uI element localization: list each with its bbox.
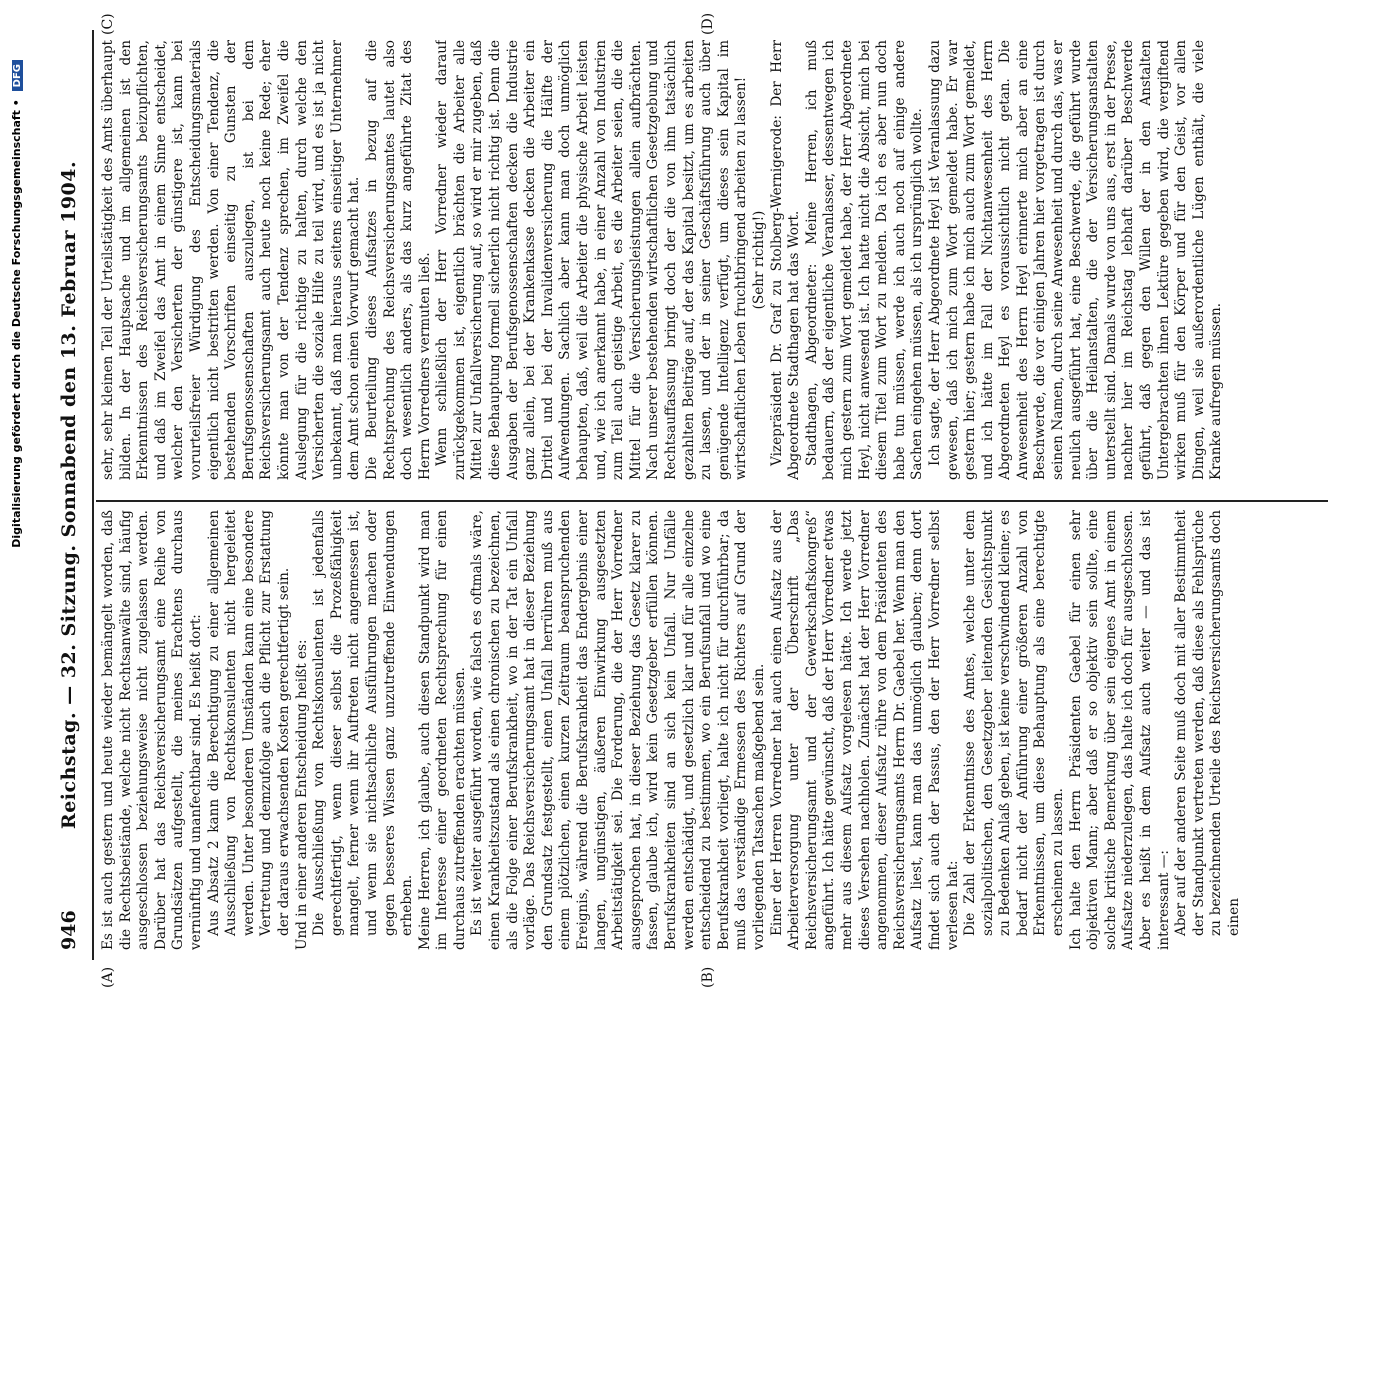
paragraph: Meine Herren, ich glaube, auch diesen Standpunkt wird man im Interesse einer geordneten Rechtsprechung für einen durchaus zutreffenden erachten müssen.	[416, 510, 468, 950]
digitization-credit-strip	[10, 60, 30, 1380]
credit-text: Digitalisierung gefördert durch die Deutsche Forschungsgemeinschaft •	[10, 99, 23, 548]
paragraph: Wenn schließlich der Herr Vorredner wieder darauf zurückgekommen ist, eigentlich brächten die Arbeiter alle Mittel zur Unfallversicherung auf, so wird er mir zugeben, daß diese Behauptung formell sicherlich nicht richtig ist. Denn die Ausgaben der Berufsgenossenschaften decken die Industrie ganz allein, bei der Krankenkasse decken die Arbeiter ein Drittel und bei der Invalidenversicherung die Hälfte der Aufwendungen. Sachlich aber kann man doch unmöglich behaupten, daß, weil die Arbeiter die physische Arbeit leisten und, wie ich anerkannt habe, in einer Anzahl von Industrien zum Teil auch geistige Arbeit, es die Arbeiter seien, die die Mittel für die Versicherungsleistungen allein aufbrächten. Nach unserer bestehenden wirtschaftlichen Gesetzgebung und Rechtsauffassung bringt doch der die von ihm tatsächlich gezahlten Beiträge auf, der das Kapital besitzt, um es arbeiten zu lassen, und der in seiner Geschäftsführung auch über genügende Intelligenz verfügt, um dieses sein Kapital im wirtschaftlichen Leben fruchtbringend arbeiten zu lassen!	[434, 40, 750, 480]
paragraph: Ich sagte, der Herr Abgeordnete Heyl ist Veranlassung dazu gewesen, daß ich mich zum Wort gemeldet habe. Er war gestern hier; gestern habe ich mich auch zum Wort gemeldet, und ich hätte im Fall der Nichtanwesenheit des Herrn Abgeordneten Heyl es voraussichtlich nicht getan. Die Anwesenheit des Herrn Heyl erinnerte mich aber an eine Beschwerde, die vor einigen Jahren hier vorgetragen ist durch seinen Namen, durch seine Anwesenheit und durch das, was er neulich ausgeführt hat, eine Beschwerde, die geführt wurde über die Heilanstalten, die der Versicherungsanstalten unterstellt sind. Damals wurde von uns aus, erst in der Presse, nachher hier im Reichstag lebhaft darüber Beschwerde geführt, daß gegen den Willen der in den Anstalten Untergebrachten ihnen Lektüre gegeben wird, die vergiftend wirken muß für den Körper und für den Geist, vor allen Dingen, weil sie außerordentliche Lügen enthält, die viele Kranke aufregen müssen.	[926, 40, 1225, 480]
paragraph: Einer der Herren Vorredner hat auch einen Aufsatz aus der Arbeiterversorgung unter der Überschrift „Das Reichsversicherungsamt und der Gewerkschaftskongreß“ angeführt. Ich hätte gewünscht, daß der Herr Vorredner etwas mehr aus diesem Aufsatz vorgelesen hätte. Ich werde jetzt dieses Versehen nachholen. Zunächst hat der Herr Vorredner angenommen, dieser Aufsatz rühre von dem Präsidenten des Reichsversicherungsamts Herrn Dr. Gaebel her. Wenn man den Aufsatz liest, kann man das unmöglich glauben; denn dort findet sich auch der Passus, den der Herr Vorredner selbst verlesen hat:	[768, 510, 961, 950]
paragraph: Stadthagen, Abgeordneter: Meine Herren, ich muß bedauern, daß der eigentliche Veranlasser, dessentwegen ich mich gestern zum Wort gemeldet habe, der Herr Abgeordnete Heyl, nicht anwesend ist. Ich hatte nicht die Absicht, mich bei diesem Titel zum Wort zu melden. Da ich es aber nun doch habe tun müssen, werde ich auch noch auf einige andere Sachen eingehen müssen, als ich ursprünglich wollte.	[803, 40, 926, 480]
paragraph: Aber auf der anderen Seite muß doch mit aller Bestimmtheit der Standpunkt vertreten werden, daß diese als Fehlsprüche zu bezeichnenden Urteile des Reichsversicherungsamts doch einen	[1173, 510, 1242, 936]
paragraph: Es ist weiter ausgeführt worden, wie falsch es oftmals wäre, einen Krankheitszustand als einen chronischen zu bezeichnen, als die Folge einer Berufskrankheit, wo in der Tat ein Unfall vorläge. Das Reichsversicherungsamt hat in dieser Beziehung den Grundsatz festgestellt, einen Unfall herrühren muß aus einem plötzlichen, einen kurzen Zeitraum beanspruchenden Ereignis, während die Berufskrankheit das Endergebnis einer langen, ungünstigen, äußeren Einwirkung ausgesetzten Arbeitstätigkeit sei. Die Forderung, die der Herr Vorredner ausgesprochen hat, in dieser Beziehung das Gesetz klarer zu fassen, glaube ich, wird kein Gesetzgeber erfüllen können. Berufskrankheiten sind an sich kein Unfall. Nur Unfälle werden entschädigt, und gesetzlich klar und für alle einzelne entscheidend zu bestimmen, wo ein Berufsunfall und wo eine Berufskrankheit vorliegt, halte ich nicht für durchführbar; da muß das verständige Ermessen des Richters auf Grund der vorliegenden Tatsachen maßgebend sein.	[469, 510, 767, 950]
left-column	[100, 510, 1325, 950]
paragraph: Vizepräsident Dr. Graf zu Stolberg-Wernigerode: Der Herr Abgeordnete Stadthagen hat das Wort.	[768, 40, 803, 480]
right-column	[100, 40, 1325, 480]
paragraph: Die Ausschließung von Rechtskonsulenten ist jedenfalls gerechtfertigt, wenn dieser selbst die Prozeßfähigkeit mangelt, ferner wenn ihr Auftreten nicht angemessen ist, und wenn sie nichtsachliche Ausführungen machen oder gegen besseres Wissen ganz unzutreffende Einwendungen erheben.	[311, 510, 416, 936]
digitization-credit	[10, 60, 30, 1310]
dfg-logo: DFG	[12, 60, 23, 91]
paragraph: Ich halte den Herrn Präsidenten Gaebel für einen sehr objektiven Mann; aber daß er so objektiv sein sollte, eine solche kritische Bemerkung über sein eigenes Amt in einem Aufsatze niederzulegen, das halte ich doch für ausgeschlossen. Aber es heißt in dem Aufsatz auch weiter — und das ist interessant —:	[1067, 510, 1172, 950]
margin-marker-b: (B)	[700, 966, 716, 988]
paragraph: sehr, sehr kleinen Teil der Urteilstätigkeit des Amts überhaupt bilden. In der Hauptsache und im allgemeinen ist den Erkenntnissen des Reichsversicherungsamts beizupflichten, und daß im Zweifel das Amt in einem Sinne entscheidet, welcher den Versicherten der günstigere ist, kann bei vorurteilsfreier Würdigung des Entscheidungsmaterials eigentlich nicht bestritten werden. Von einer Tendenz, die bestehenden Vorschriften einseitig zu Gunsten der Berufsgenossenschaften auszulegen, ist bei dem Reichsversicherungsamt auch heute noch keine Rede; eher könnte man von der Tendenz sprechen, im Zweifel die Auslegung für die richtige zu halten, durch welche den Versicherten die soziale Hilfe zu teil wird, und es ist ja nicht unbekannt, daß man hieraus seitens einseitiger Unternehmer dem Amt schon einen Vorwurf gemacht hat.	[100, 40, 363, 480]
paragraph: Die Beurteilung dieses Aufsatzes in bezug auf die Rechtsprechung des Reichsversicherungsamtes lautet also doch wesentlich anders, als das kurz angeführte Zitat des Herrn Vorredners vermuten ließ.	[363, 40, 433, 480]
margin-marker-d: (D)	[700, 12, 716, 35]
paragraph: Die Zahl der Erkenntnisse des Amtes, welche unter dem sozialpolitischen, den Gesetzgeber leitenden Gesichtspunkt zu Bedenken Anlaß geben, ist keine verschwindend kleine; es bedarf nicht der Anführung einer größeren Anzahl von Erkenntnissen, um diese Behauptung als eine berechtigte erscheinen zu lassen.	[962, 510, 1067, 936]
paragraph: Es ist auch gestern und heute wieder bemängelt worden, daß die Rechtsbeistände, welche nicht Rechtsanwälte sind, häufig ausgeschlossen beziehungsweise nicht zugelassen werden. Darüber hat das Reichsversicherungsamt eine Reihe von Grundsätzen aufgestellt, die meines Erachtens durchaus vernünftig und unanfechtbar sind. Es heißt dort:	[100, 510, 204, 950]
column-divider	[96, 500, 1328, 502]
paragraph: (Sehr richtig!)	[750, 210, 767, 310]
paragraph: Und in einer anderen Entscheidung heißt es:	[293, 639, 310, 950]
running-title: Reichstag. — 32. Sitzung. Sonnabend den 13. Februar 1904.	[58, 160, 80, 830]
paragraph: Aus Absatz 2 kann die Berechtigung zu einer allgemeinen Ausschließung von Rechtskonsulenten nicht hergeleitet werden. Unter besonderen Umständen kann eine besondere Vertretung und demzufolge auch die Pflicht zur Erstattung der daraus erwachsenden Kosten gerechtfertigt sein.	[205, 510, 292, 936]
page-number: 946	[58, 910, 80, 950]
header-rule	[92, 30, 94, 960]
page-header	[58, 40, 88, 950]
margin-marker-a: (A)	[100, 966, 116, 988]
margin-marker-c: (C)	[100, 13, 116, 35]
